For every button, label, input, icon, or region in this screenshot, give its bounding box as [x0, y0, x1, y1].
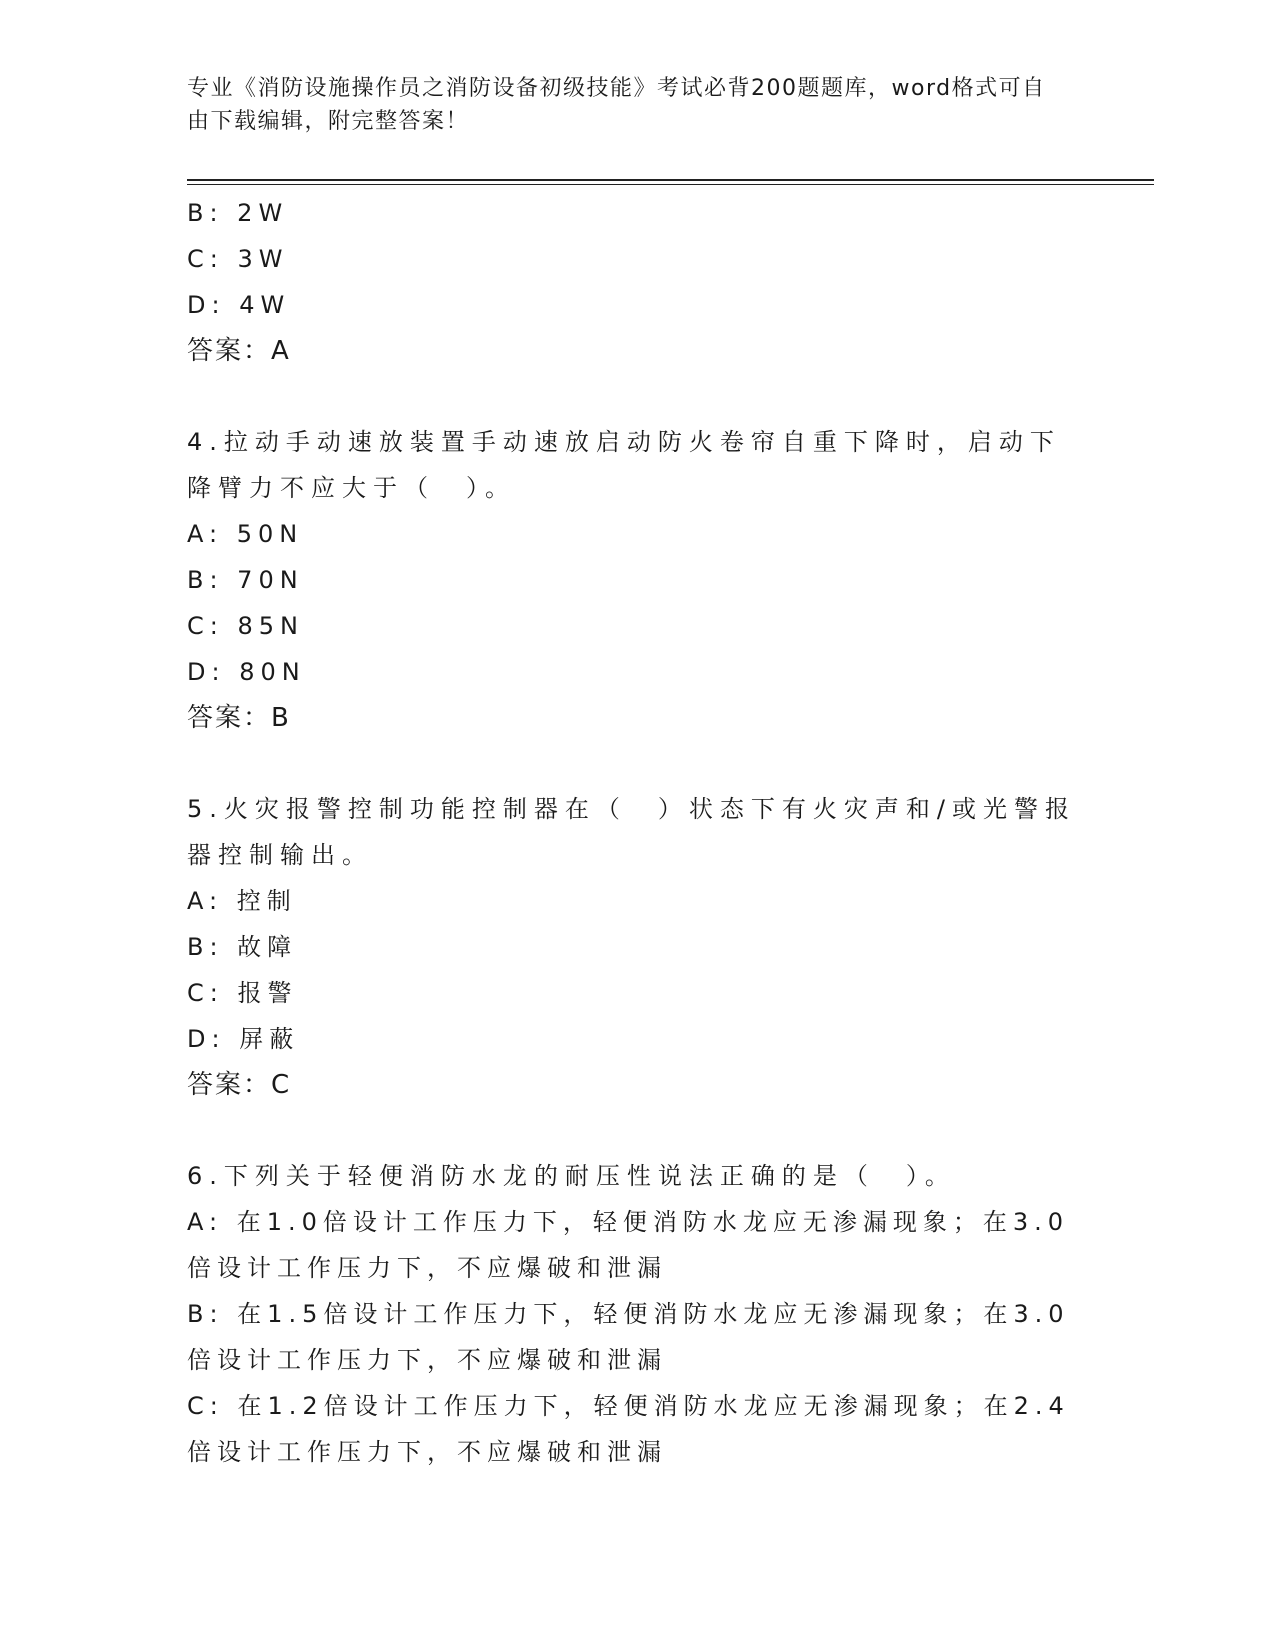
option-b: B: 故障 [187, 933, 298, 961]
answer-line: 答案：B [187, 703, 291, 733]
question-text: 4.拉动手动速放装置手动速放启动防火卷帘自重下降时，启动下降臂力不应大于（ ）。 [187, 428, 1061, 502]
answer-line: 答案：A [187, 336, 291, 366]
question-block-3-tail [187, 190, 1087, 374]
option-b: B: 在1.5倍设计工作压力下，轻便消防水龙应无渗漏现象；在3.0倍设计工作压力下，不应爆破和泄漏 [187, 1300, 1070, 1374]
option-c: C: 3W [187, 245, 289, 273]
answer-line: 答案：C [187, 1070, 292, 1100]
question-text: 6.下列关于轻便消防水龙的耐压性说法正确的是（ ）。 [187, 1162, 956, 1190]
option-c: C: 在1.2倍设计工作压力下，轻便消防水龙应无渗漏现象；在2.4倍设计工作压力下，不应爆破和泄漏 [187, 1392, 1070, 1466]
option-b: B: 70N [187, 566, 304, 594]
question-block-5 [187, 786, 1087, 1108]
option-b: B: 2W [187, 199, 289, 227]
option-d: D: 4W [187, 291, 291, 319]
question-list [187, 190, 1087, 1475]
question-block-6 [187, 1153, 1087, 1475]
option-a: A: 50N [187, 520, 304, 548]
question-text: 5.火灾报警控制功能控制器在（ ）状态下有火灾声和/或光警报器控制输出。 [187, 795, 1076, 869]
option-a: A: 在1.0倍设计工作压力下，轻便消防水龙应无渗漏现象；在3.0倍设计工作压力下，不应爆破和泄漏 [187, 1208, 1070, 1282]
option-d: D: 屏蔽 [187, 1025, 300, 1053]
option-d: D: 80N [187, 658, 306, 686]
option-c: C: 85N [187, 612, 304, 640]
page-header: 专业《消防设施操作员之消防设备初级技能》考试必背200题题库，word格式可自由下载编辑，附完整答案！ [187, 76, 1046, 134]
question-block-4 [187, 419, 1087, 741]
header-divider-thick [187, 179, 1154, 181]
option-c: C: 报警 [187, 979, 298, 1007]
option-a: A: 控制 [187, 887, 297, 915]
header-divider-thin [187, 184, 1154, 185]
